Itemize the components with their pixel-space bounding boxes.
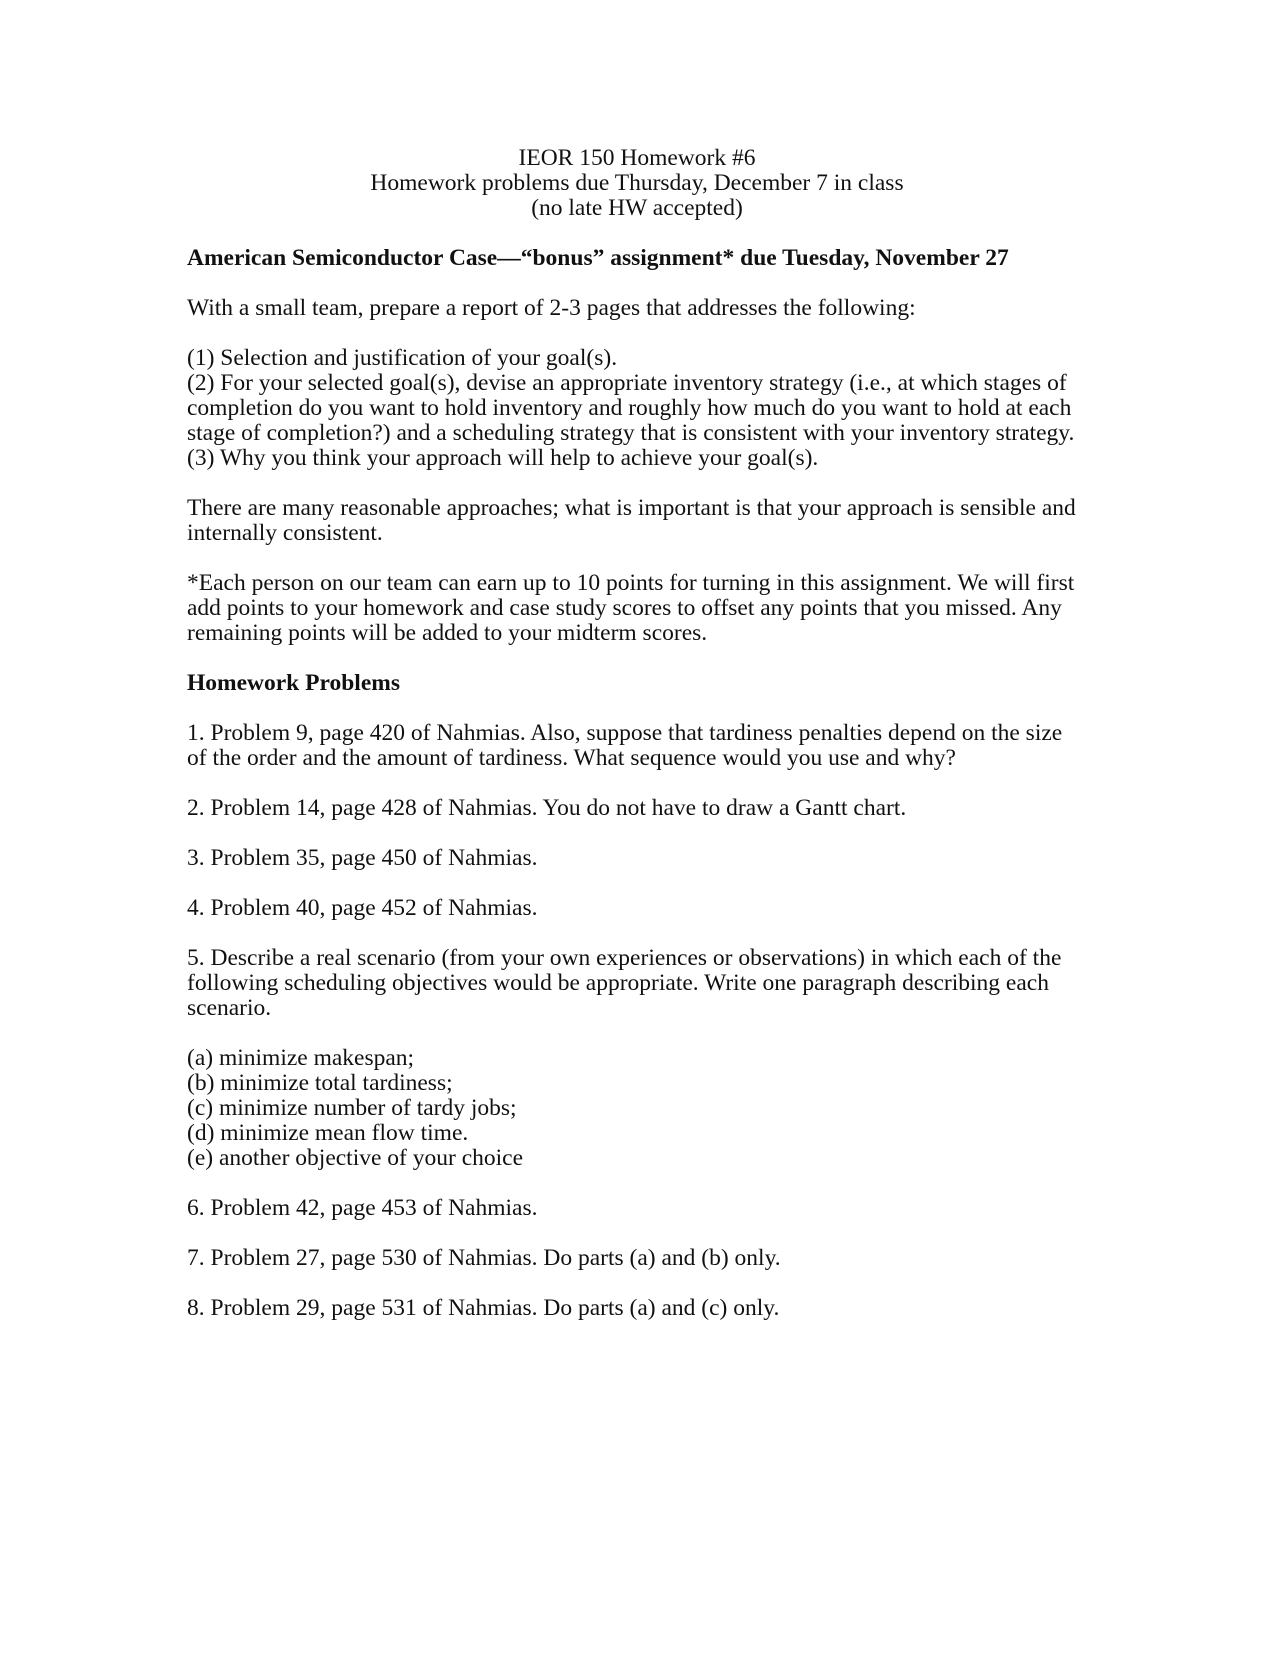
case-footnote: *Each person on our team can earn up to 10 points for turning in this assignment. We will first add points to your homework and case study scores to offset any points that you missed. Any remaining points will be added to your midterm scores. bbox=[187, 570, 1075, 646]
objective-item: (e) another objective of your choice bbox=[187, 1145, 524, 1171]
case-note: There are many reasonable approaches; what is important is that your approach is sensible and internally consistent. bbox=[187, 495, 1076, 546]
homework-problem-2: 2. Problem 14, page 428 of Nahmias. You do not have to draw a Gantt chart. bbox=[187, 795, 907, 821]
homework-problem-7: 7. Problem 27, page 530 of Nahmias. Do parts (a) and (b) only. bbox=[187, 1245, 781, 1271]
objective-item: (a) minimize makespan; bbox=[187, 1045, 415, 1071]
case-heading: American Semiconductor Case—“bonus” assignment* due Tuesday, November 27 bbox=[187, 245, 1009, 271]
objective-item: (b) minimize total tardiness; bbox=[187, 1070, 453, 1096]
case-intro: With a small team, prepare a report of 2-3 pages that addresses the following: bbox=[187, 295, 916, 321]
homework-problem-4: 4. Problem 40, page 452 of Nahmias. bbox=[187, 895, 538, 921]
homework-problem-5: 5. Describe a real scenario (from your own experiences or observations) in which each of the following scheduling objectives would be appropriate. Write one paragraph describing each scenario. bbox=[187, 945, 1062, 1021]
objectives-list bbox=[187, 1046, 1087, 1171]
homework-problem-1: 1. Problem 9, page 420 of Nahmias. Also, suppose that tardiness penalties depend on the size of the order and the amount of tardiness. What sequence would you use and why? bbox=[187, 720, 1063, 771]
course-title: IEOR 150 Homework #6 bbox=[518, 145, 756, 171]
homework-problem-8: 8. Problem 29, page 531 of Nahmias. Do parts (a) and (c) only. bbox=[187, 1295, 780, 1321]
case-requirement-item: (1) Selection and justification of your goal(s). bbox=[187, 345, 618, 371]
case-requirements-list bbox=[187, 346, 1087, 471]
homework-heading: Homework Problems bbox=[187, 670, 400, 696]
document-page bbox=[187, 146, 1087, 1321]
homework-problem-6: 6. Problem 42, page 453 of Nahmias. bbox=[187, 1195, 538, 1221]
objective-item: (d) minimize mean flow time. bbox=[187, 1120, 469, 1146]
homework-problem-3: 3. Problem 35, page 450 of Nahmias. bbox=[187, 845, 538, 871]
case-requirement-item: (2) For your selected goal(s), devise an appropriate inventory strategy (i.e., at which stages of completion do you want to hold inventory and roughly how much do you want to hold at each stage of completion?) and a scheduling strategy that is consistent with your inventory strategy. bbox=[187, 370, 1075, 446]
due-date-line: Homework problems due Thursday, December 7 in class bbox=[370, 170, 904, 196]
objective-item: (c) minimize number of tardy jobs; bbox=[187, 1095, 517, 1121]
document-header bbox=[187, 146, 1087, 221]
late-policy-line: (no late HW accepted) bbox=[531, 195, 743, 221]
case-requirement-item: (3) Why you think your approach will help to achieve your goal(s). bbox=[187, 445, 819, 471]
